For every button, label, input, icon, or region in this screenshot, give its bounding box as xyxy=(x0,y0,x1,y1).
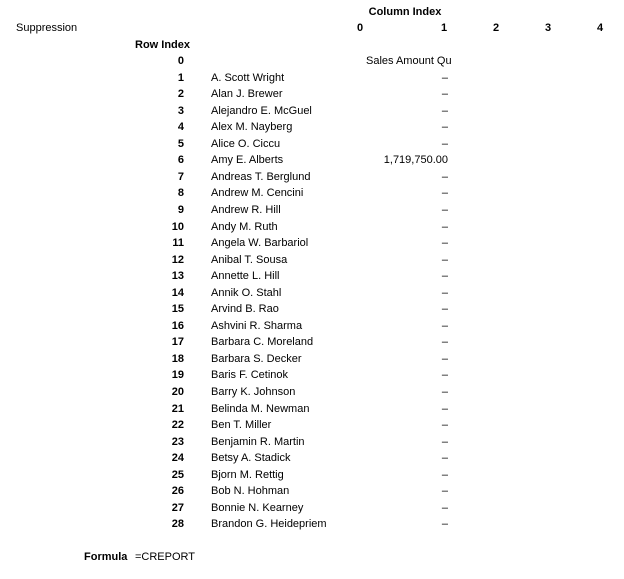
salesperson-name: Andreas T. Berglund xyxy=(211,170,311,183)
column-number-2: 2 xyxy=(492,22,500,34)
sales-amount-value: – xyxy=(441,402,448,415)
row-index: 20 xyxy=(171,386,184,398)
salesperson-name: Andy M. Ruth xyxy=(211,220,278,233)
header-row xyxy=(0,54,624,71)
row-index: 13 xyxy=(171,270,184,283)
sales-amount-value: – xyxy=(441,104,448,117)
formula-label: Formula xyxy=(84,551,128,563)
column-number-0: 0 xyxy=(356,22,364,34)
sales-amount-value: – xyxy=(441,88,448,101)
salesperson-name: Arvind B. Rao xyxy=(211,303,279,316)
row-index: 6 xyxy=(177,154,184,167)
sales-amount-value: – xyxy=(441,369,448,382)
salesperson-name: Angela W. Barbariol xyxy=(211,237,309,250)
row-index: 9 xyxy=(177,203,184,216)
row-index: 4 xyxy=(177,121,184,134)
salesperson-name: Betsy A. Stadick xyxy=(211,452,291,465)
salesperson-name: A. Scott Wright xyxy=(211,71,285,84)
salesperson-name: Alan J. Brewer xyxy=(211,88,283,101)
table-row[interactable] xyxy=(0,435,624,452)
sales-amount-value: – xyxy=(441,187,448,200)
column-number-1: 1 xyxy=(440,22,448,34)
column-number-3: 3 xyxy=(544,22,552,34)
row-index: 10 xyxy=(171,220,184,233)
row-index: 24 xyxy=(171,452,184,465)
salesperson-name: Andrew M. Cencini xyxy=(211,187,304,200)
sales-amount-value: – xyxy=(441,518,448,531)
row-index: 8 xyxy=(177,187,184,200)
row-index: 7 xyxy=(177,170,184,183)
salesperson-name: Ashvini R. Sharma xyxy=(211,319,303,332)
sales-amount-value: – xyxy=(441,452,448,465)
table-row[interactable] xyxy=(0,501,624,518)
salesperson-name: Bob N. Hohman xyxy=(211,485,290,498)
salesperson-name: Andrew R. Hill xyxy=(211,203,281,216)
row-index: 15 xyxy=(171,303,184,316)
sales-amount-value: – xyxy=(441,319,448,332)
suppression-label: Suppression xyxy=(16,22,78,34)
salesperson-name: Belinda M. Newman xyxy=(211,402,310,415)
sales-amount-value: – xyxy=(441,303,448,316)
row-index: 0 xyxy=(177,55,184,67)
sales-amount-value: – xyxy=(441,253,448,266)
sales-amount-value: – xyxy=(441,386,448,398)
table-row[interactable] xyxy=(0,269,624,286)
sales-amount-value: – xyxy=(441,419,448,432)
sales-amount-value: – xyxy=(441,336,448,349)
salesperson-name: Ben T. Miller xyxy=(211,419,272,432)
salesperson-name: Barry K. Johnson xyxy=(211,386,296,398)
sales-amount-value: – xyxy=(441,501,448,514)
row-index: 2 xyxy=(177,88,184,101)
table-row[interactable] xyxy=(0,186,624,203)
row-index: 12 xyxy=(171,253,184,266)
sales-amount-header: Sales Amount Qu xyxy=(366,55,452,67)
salesperson-name: Barbara S. Decker xyxy=(211,352,302,365)
row-index: 22 xyxy=(171,419,184,432)
row-index: 28 xyxy=(171,518,184,531)
table-row[interactable] xyxy=(0,203,624,220)
sales-amount-value: 1,719,750.00 xyxy=(383,154,448,167)
table-row[interactable] xyxy=(0,153,624,170)
sales-amount-value: – xyxy=(441,352,448,365)
salesperson-name: Bjorn M. Rettig xyxy=(211,468,284,481)
salesperson-name: Annik O. Stahl xyxy=(211,286,282,299)
table-row[interactable] xyxy=(0,418,624,435)
table-row[interactable] xyxy=(0,368,624,385)
salesperson-name: Brandon G. Heidepriem xyxy=(211,518,327,531)
sales-amount-value: – xyxy=(441,71,448,84)
sales-amount-value: – xyxy=(441,270,448,283)
table-row[interactable] xyxy=(0,286,624,303)
row-index: 5 xyxy=(177,137,184,150)
row-index: 25 xyxy=(171,468,184,481)
row-index: 3 xyxy=(177,104,184,117)
table-row[interactable] xyxy=(0,220,624,237)
sales-amount-value: – xyxy=(441,170,448,183)
row-index: 16 xyxy=(171,319,184,332)
table-row[interactable] xyxy=(0,517,624,534)
column-number-4: 4 xyxy=(596,22,604,34)
row-index: 1 xyxy=(177,71,184,84)
row-index: 23 xyxy=(171,435,184,448)
row-index: 19 xyxy=(171,369,184,382)
table-row[interactable] xyxy=(0,71,624,88)
table-row[interactable] xyxy=(0,104,624,121)
row-index: 11 xyxy=(172,237,184,250)
sales-amount-value: – xyxy=(441,485,448,498)
salesperson-name: Alejandro E. McGuel xyxy=(211,104,312,117)
sales-amount-value: – xyxy=(441,435,448,448)
column-index-header: Column Index xyxy=(368,6,442,18)
salesperson-name: Benjamin R. Martin xyxy=(211,435,305,448)
sales-amount-value: – xyxy=(441,286,448,299)
table-row[interactable] xyxy=(0,137,624,154)
row-index: 27 xyxy=(171,501,184,514)
salesperson-name: Bonnie N. Kearney xyxy=(211,501,304,514)
salesperson-name: Alice O. Ciccu xyxy=(211,137,281,150)
table-row[interactable] xyxy=(0,253,624,270)
row-index-header: Row Index xyxy=(135,39,191,51)
table-row[interactable] xyxy=(0,484,624,501)
table-row[interactable] xyxy=(0,170,624,187)
table-row[interactable] xyxy=(0,385,624,402)
salesperson-name: Annette L. Hill xyxy=(211,270,280,283)
row-index: 14 xyxy=(171,286,184,299)
table-row[interactable] xyxy=(0,468,624,485)
table-row[interactable] xyxy=(0,319,624,336)
row-index: 21 xyxy=(171,402,184,415)
sales-amount-value: – xyxy=(441,468,448,481)
table-row[interactable] xyxy=(0,451,624,468)
row-index: 26 xyxy=(171,485,184,498)
row-index: 17 xyxy=(171,336,184,349)
table-row[interactable] xyxy=(0,402,624,419)
table-row[interactable] xyxy=(0,335,624,352)
salesperson-name: Barbara C. Moreland xyxy=(211,336,314,349)
formula-value: =CREPORT xyxy=(135,551,196,563)
table-row[interactable] xyxy=(0,236,624,253)
table-row[interactable] xyxy=(0,302,624,319)
salesperson-name: Anibal T. Sousa xyxy=(211,253,288,266)
sales-amount-value: – xyxy=(441,121,448,134)
salesperson-name: Baris F. Cetinok xyxy=(211,369,289,382)
salesperson-name: Amy E. Alberts xyxy=(211,154,284,167)
table-row[interactable] xyxy=(0,87,624,104)
sales-amount-value: – xyxy=(441,137,448,150)
sales-amount-value: – xyxy=(441,220,448,233)
salesperson-name: Alex M. Nayberg xyxy=(211,121,293,134)
sales-amount-value: – xyxy=(441,237,448,250)
table-row[interactable] xyxy=(0,352,624,369)
sales-amount-value: – xyxy=(441,203,448,216)
table-row[interactable] xyxy=(0,120,624,137)
row-index: 18 xyxy=(171,352,184,365)
